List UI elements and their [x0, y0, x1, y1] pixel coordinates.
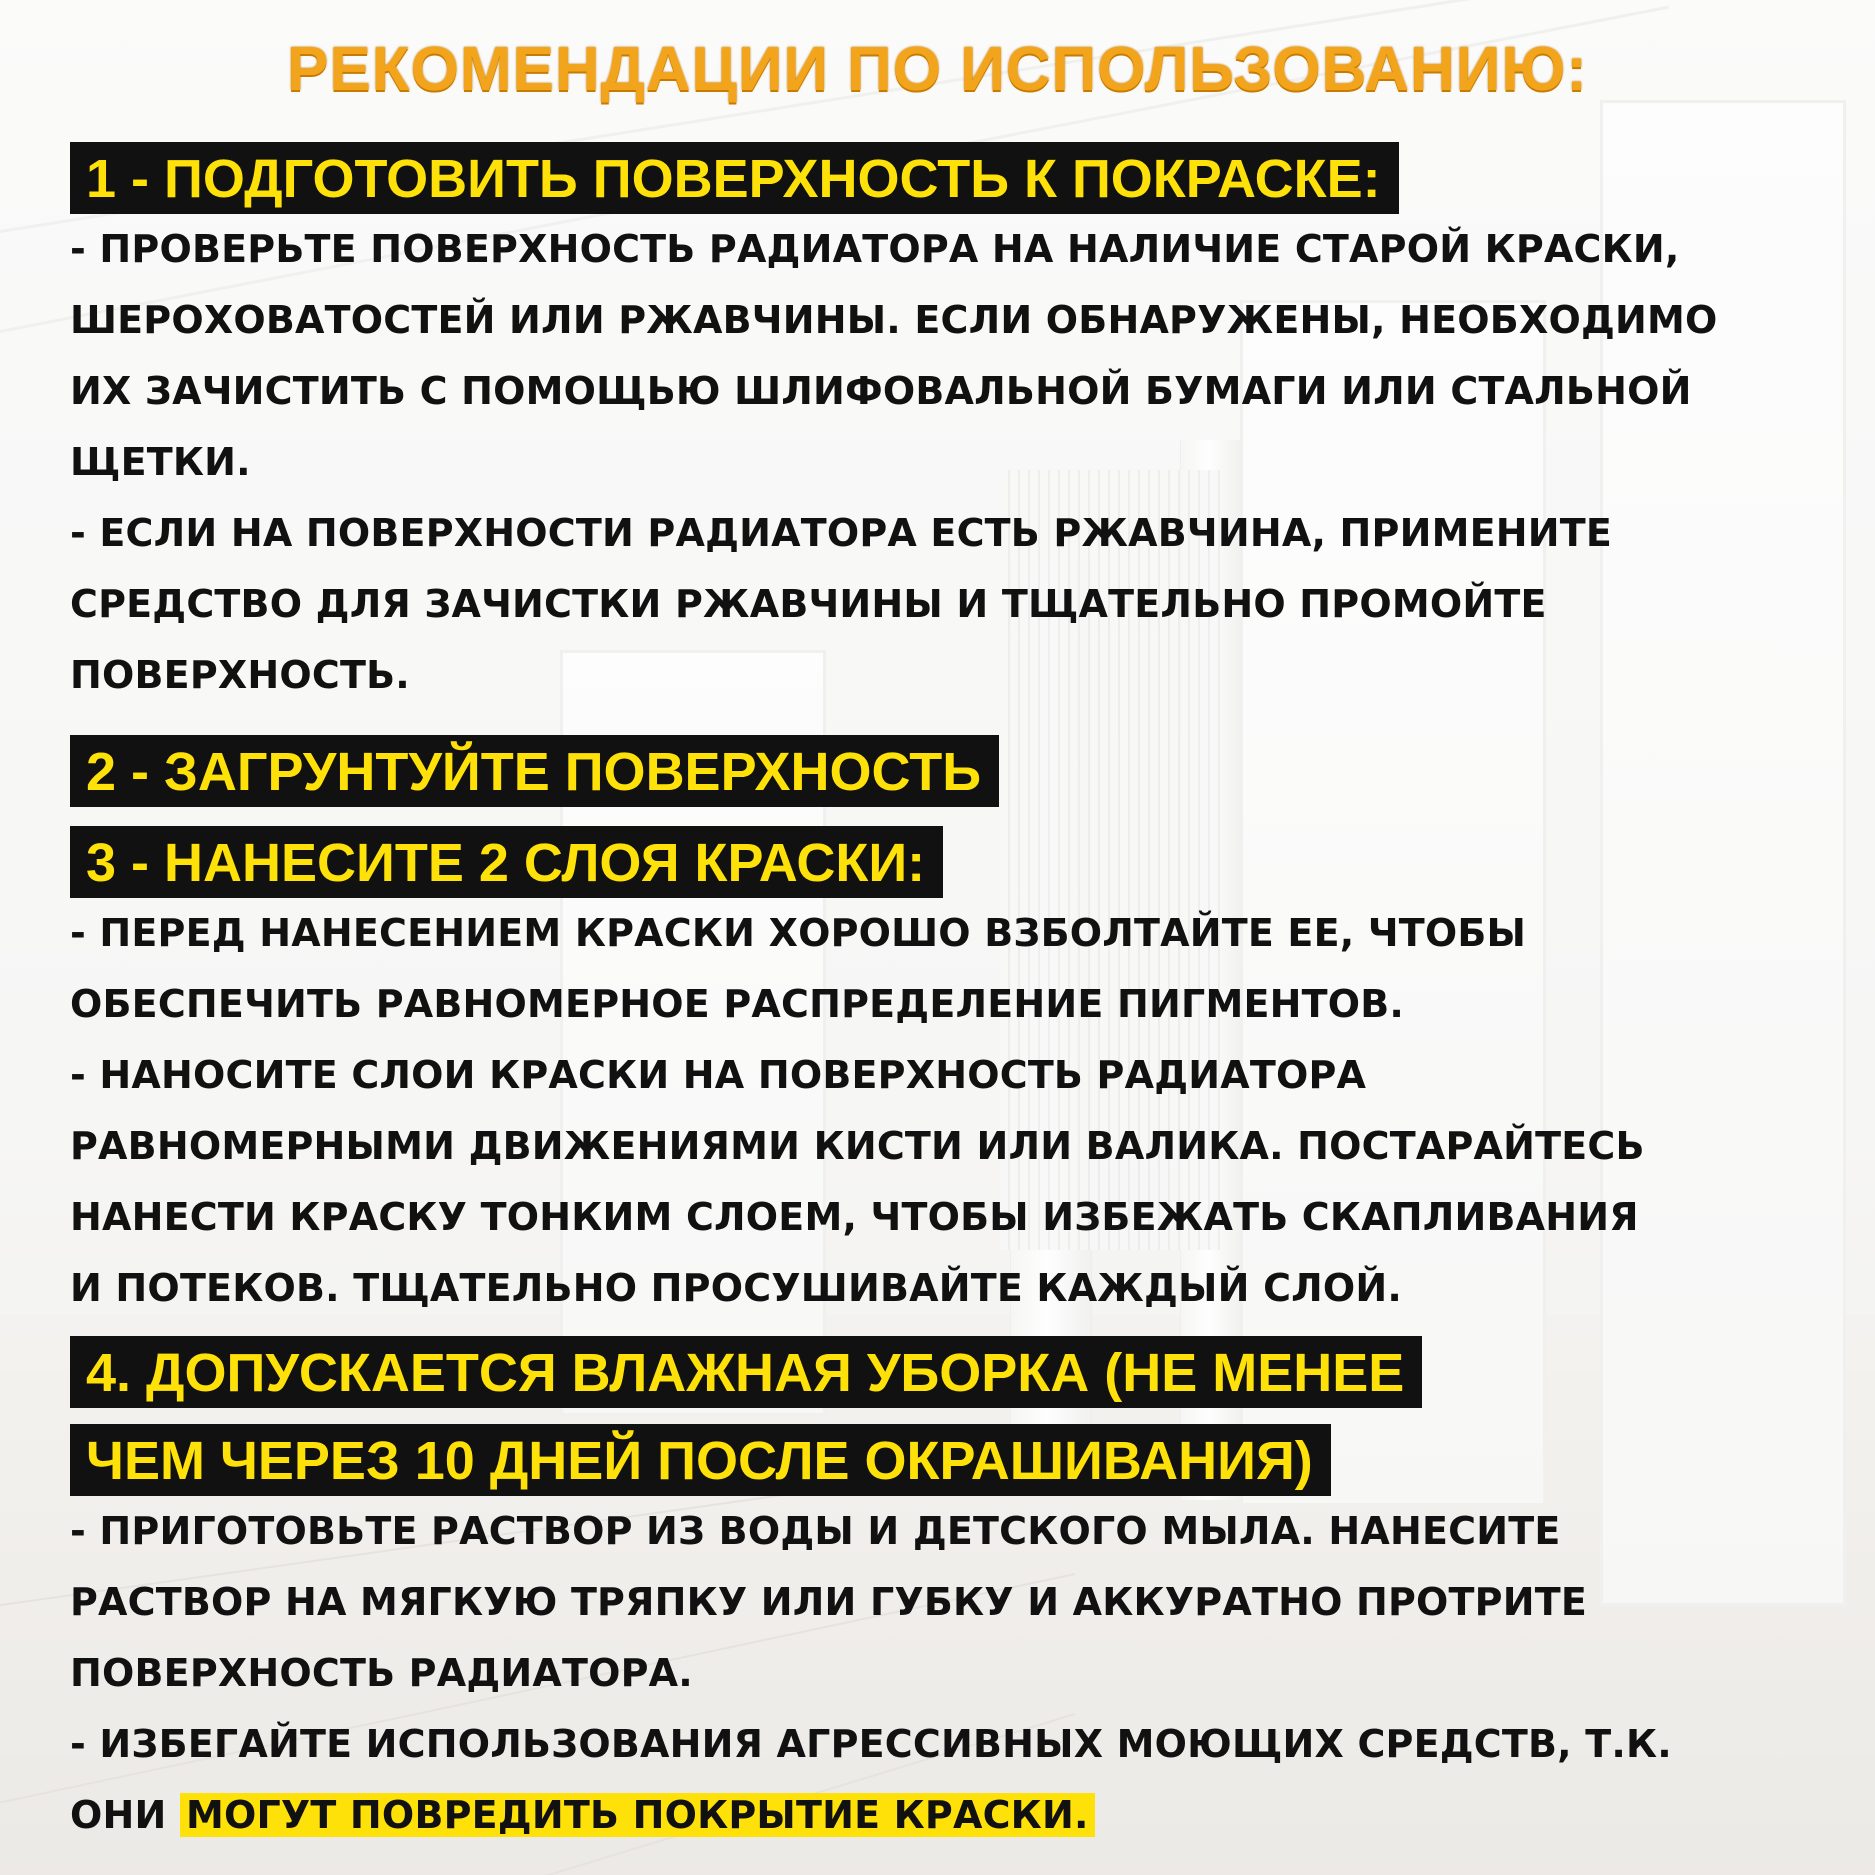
section-4-text: - ПРИГОТОВЬТЕ РАСТВОР ИЗ ВОДЫ И ДЕТСКОГО МЫЛА. НАНЕСИТЕ РАСТВОР НА МЯГКУЮ ТРЯПКУ ИЛИ ГУБКУ И АККУРАТНО ПРОТРИТЕ ПОВЕРХНОСТЬ РАДИАТОРА. - ИЗБЕГАЙТЕ ИСПОЛЬЗОВАНИЯ АГРЕССИВНЫХ МОЮЩИХ СРЕДСТВ, Т.К.	[70, 1509, 1672, 1766]
section-4-last-line	[70, 1780, 1830, 1851]
section-4-heading-line-2: ЧЕМ ЧЕРЕЗ 10 ДНЕЙ ПОСЛЕ ОКРАШИВАНИЯ)	[70, 1424, 1331, 1496]
page-title: РЕКОМЕНДАЦИИ ПО ИСПОЛЬЗОВАНИЮ:	[287, 35, 1588, 104]
highlighted-warning: МОГУТ ПОВРЕДИТЬ ПОКРЫТИЕ КРАСКИ.	[180, 1793, 1095, 1837]
section-3-text: - ПЕРЕД НАНЕСЕНИЕМ КРАСКИ ХОРОШО ВЗБОЛТАЙТЕ ЕЕ, ЧТОБЫ ОБЕСПЕЧИТЬ РАВНОМЕРНОЕ РАСПРЕДЕЛЕНИЕ ПИГМЕНТОВ. - НАНОСИТЕ СЛОИ КРАСКИ НА ПОВЕРХНОСТЬ РАДИАТОРА РАВНОМЕРНЫМИ ДВИЖЕНИЯМИ КИСТИ ИЛИ ВАЛИКА. ПОСТАРАЙТЕСЬ НАНЕСТИ КРАСКУ ТОНКИМ СЛОЕМ, ЧТОБЫ ИЗБЕЖАТЬ СКАПЛИВАНИЯ И ПОТЕКОВ. ТЩАТЕЛЬНО ПРОСУШИВАЙТЕ КАЖДЫЙ СЛОЙ.	[70, 911, 1645, 1310]
section-2-heading: 2 - ЗАГРУНТУЙТЕ ПОВЕРХНОСТЬ	[70, 735, 999, 807]
section-4-heading-line-1: 4. ДОПУСКАЕТСЯ ВЛАЖНАЯ УБОРКА (НЕ МЕНЕЕ	[70, 1336, 1422, 1408]
section-1-text: - ПРОВЕРЬТЕ ПОВЕРХНОСТЬ РАДИАТОРА НА НАЛИЧИЕ СТАРОЙ КРАСКИ, ШЕРОХОВАТОСТЕЙ ИЛИ РЖАВЧИНЫ. ЕСЛИ ОБНАРУЖЕНЫ, НЕОБХОДИМО ИХ ЗАЧИСТИТЬ С ПОМОЩЬЮ ШЛИФОВАЛЬНОЙ БУМАГИ ИЛИ СТАЛЬНОЙ ЩЕТКИ. - ЕСЛИ НА ПОВЕРХНОСТИ РАДИАТОРА ЕСТЬ РЖАВЧИНА, ПРИМЕНИТЕ СРЕДСТВО ДЛЯ ЗАЧИСТКИ РЖАВЧИНЫ И ТЩАТЕЛЬНО ПРОМОЙТЕ ПОВЕРХНОСТЬ.	[70, 227, 1718, 697]
section-3-heading: 3 - НАНЕСИТЕ 2 СЛОЯ КРАСКИ:	[70, 826, 943, 898]
section-4-last-line-prefix: ОНИ	[70, 1793, 180, 1837]
section-2	[70, 735, 1830, 807]
section-4	[70, 1336, 1830, 1408]
section-3	[70, 826, 1830, 1324]
section-1	[70, 142, 1830, 711]
section-4-continued	[70, 1424, 1830, 1851]
section-1-heading: 1 - ПОДГОТОВИТЬ ПОВЕРХНОСТЬ К ПОКРАСКЕ:	[70, 142, 1399, 214]
